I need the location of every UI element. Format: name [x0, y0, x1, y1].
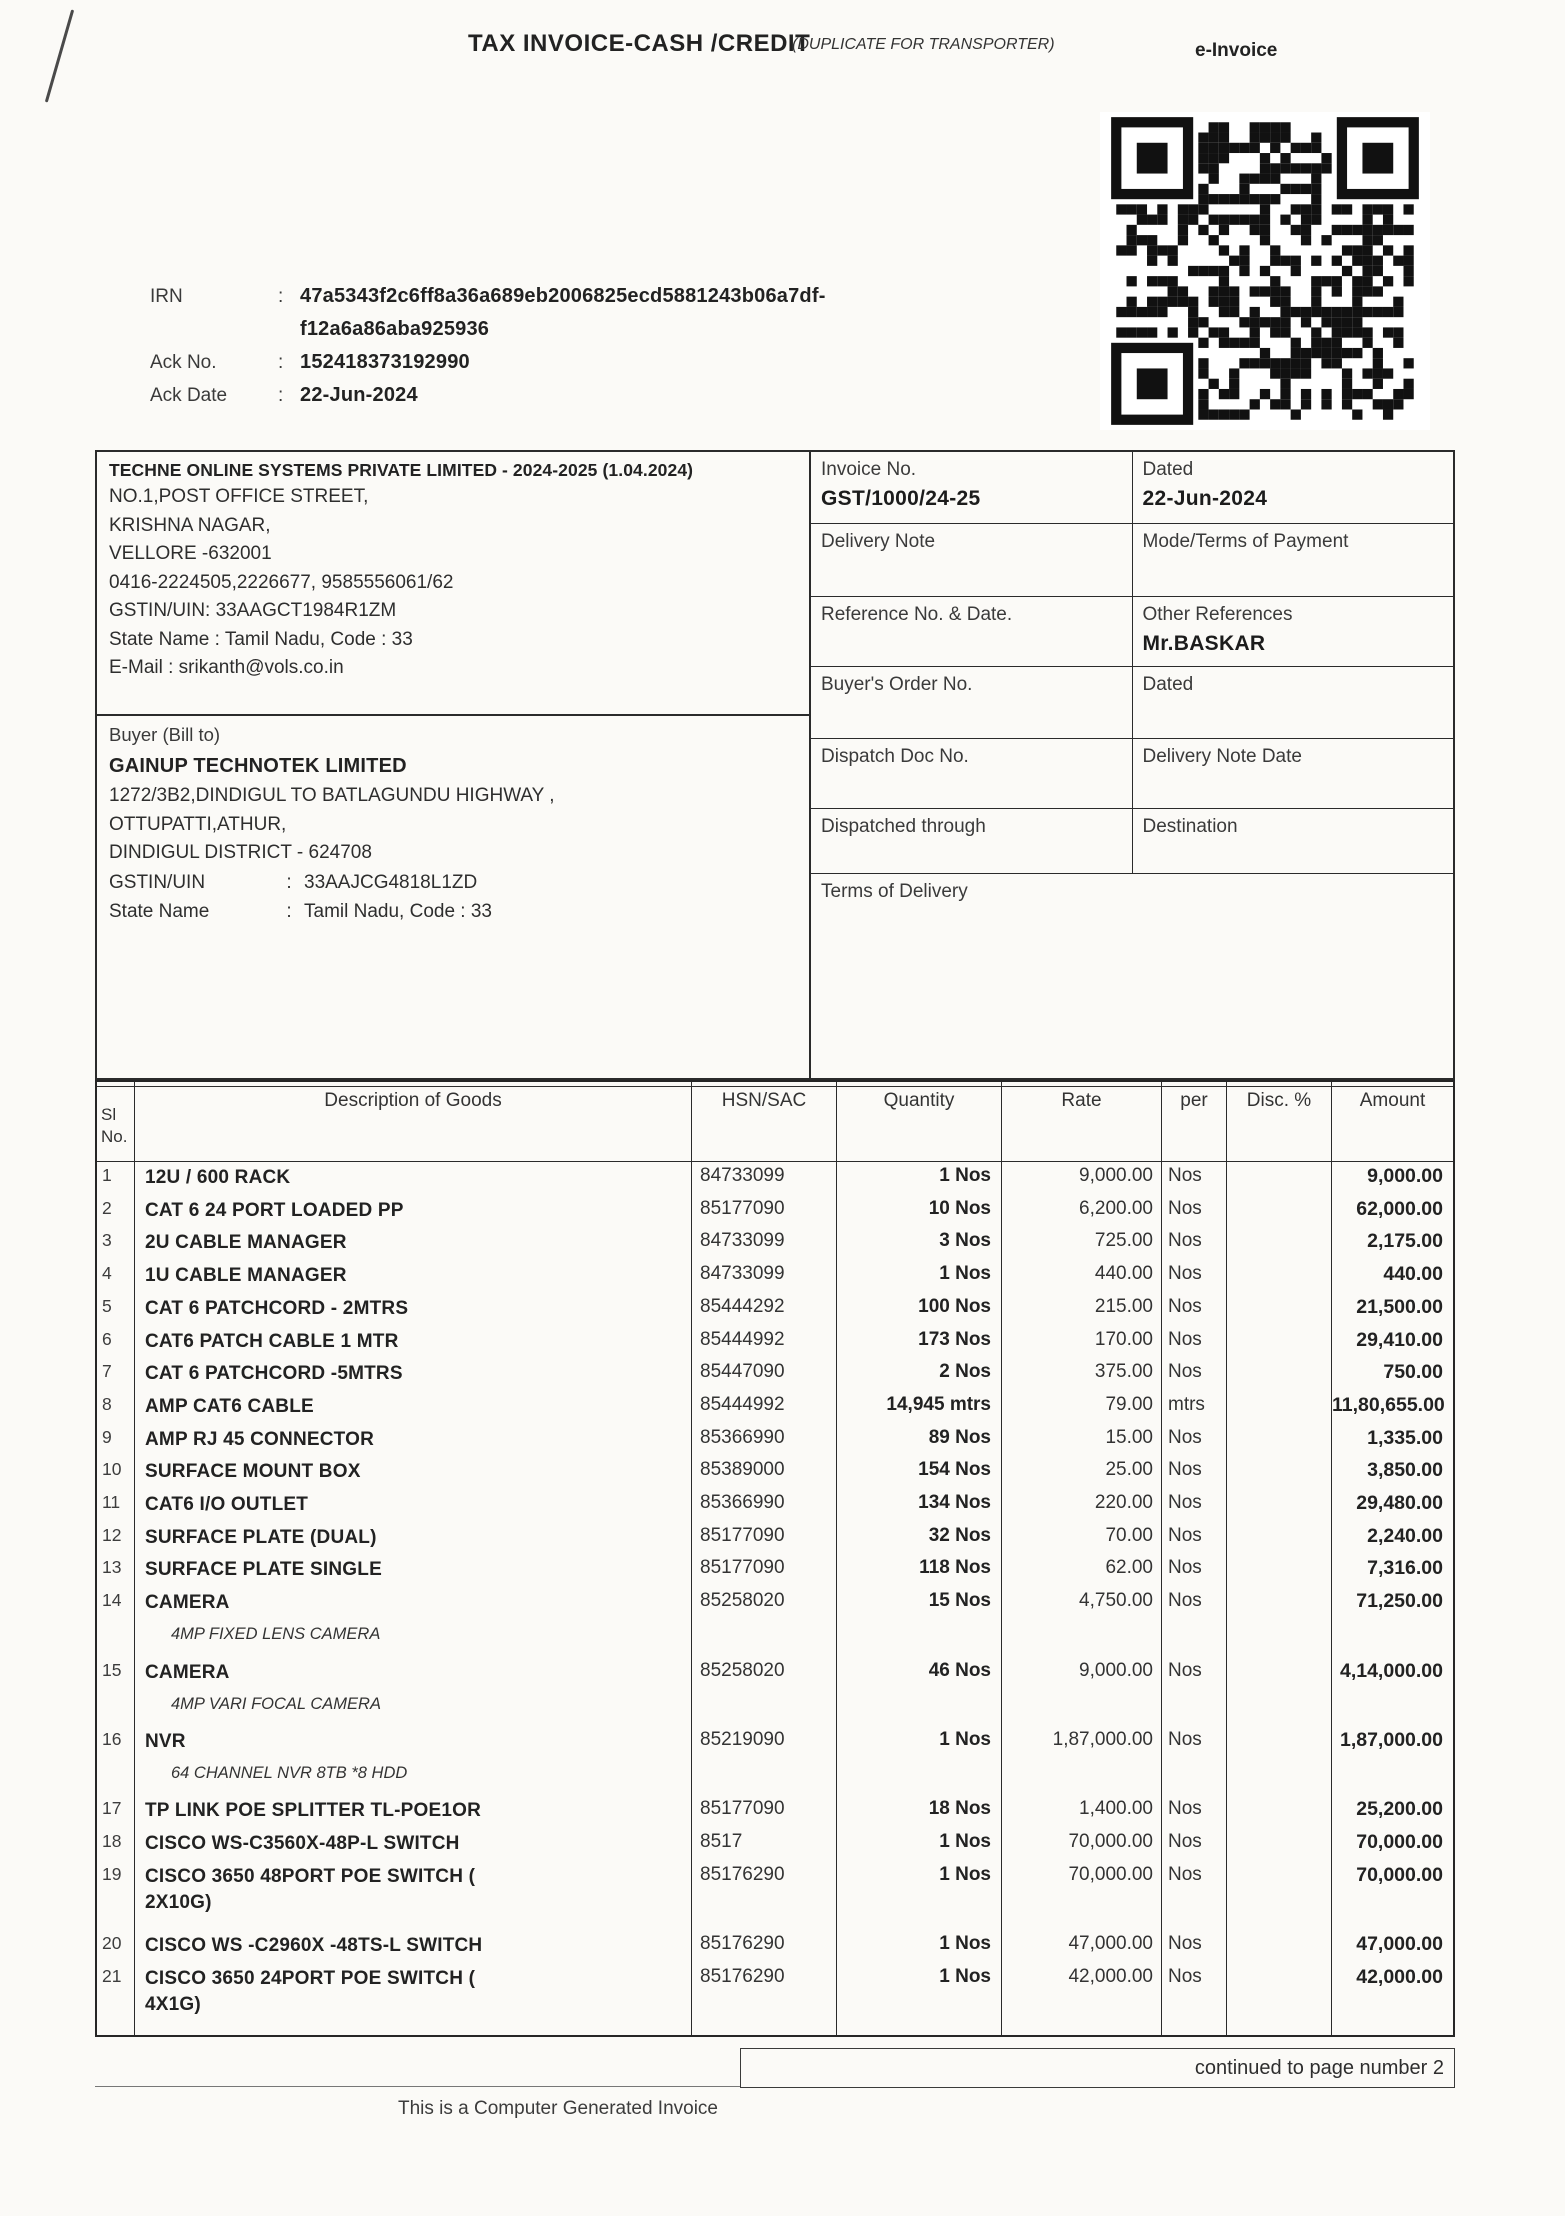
- buyers-order-label: Buyer's Order No.: [821, 674, 973, 695]
- table-row: [97, 1489, 1453, 1522]
- table-row: [97, 1795, 1453, 1828]
- item-hsn: 85447090: [692, 1358, 837, 1391]
- item-description: SURFACE PLATE (DUAL): [135, 1522, 692, 1555]
- item-description: 12U / 600 RACK: [135, 1162, 692, 1195]
- buyer-state-label: State Name: [109, 900, 210, 922]
- ack-date-value: 22-Jun-2024: [300, 384, 418, 406]
- seller-email-line: E-Mail : srikanth@vols.co.in: [109, 657, 344, 678]
- item-per: Nos: [1162, 1326, 1227, 1359]
- col-sl-line2: No.: [101, 1126, 128, 1146]
- table-row: [97, 1726, 1453, 1795]
- item-disc: [1227, 1293, 1332, 1326]
- item-disc: [1227, 1828, 1332, 1861]
- item-sl: 10: [97, 1456, 135, 1489]
- item-amount: 62,000.00: [1356, 1197, 1443, 1220]
- seller-address-line: NO.1,POST OFFICE STREET,: [109, 486, 369, 507]
- item-description: CAT6 I/O OUTLET: [135, 1489, 692, 1522]
- item-description: CAT 6 24 PORT LOADED PP: [135, 1195, 692, 1228]
- item-disc: [1227, 1726, 1332, 1795]
- item-amount: 70,000.00: [1356, 1863, 1443, 1886]
- item-per: Nos: [1162, 1227, 1227, 1260]
- item-amount: 29,480.00: [1356, 1492, 1443, 1515]
- item-rate: 70,000.00: [1002, 1861, 1162, 1930]
- item-disc: [1227, 1489, 1332, 1522]
- item-quantity: 100 Nos: [837, 1293, 1002, 1326]
- table-row: [97, 1391, 1453, 1424]
- item-per: Nos: [1162, 1861, 1227, 1930]
- table-row: [97, 1195, 1453, 1228]
- table-row: [97, 1861, 1453, 1930]
- item-hsn: 85258020: [692, 1587, 837, 1656]
- item-per: Nos: [1162, 1293, 1227, 1326]
- item-per: Nos: [1162, 1456, 1227, 1489]
- item-sl: 15: [97, 1657, 135, 1726]
- dated-label: Dated: [1142, 459, 1194, 480]
- item-sl: 9: [97, 1424, 135, 1457]
- item-rate: 4,750.00: [1002, 1587, 1162, 1656]
- item-rate: 70,000.00: [1002, 1828, 1162, 1861]
- item-sl: 16: [97, 1726, 135, 1795]
- item-quantity: 15 Nos: [837, 1587, 1002, 1656]
- invoice-no-value: GST/1000/24-25: [821, 487, 981, 510]
- item-quantity: 18 Nos: [837, 1795, 1002, 1828]
- item-rate: 62.00: [1002, 1554, 1162, 1587]
- col-rate: Rate: [1002, 1082, 1162, 1161]
- colon: :: [278, 352, 284, 373]
- dated2-label: Dated: [1142, 674, 1194, 695]
- item-hsn: 8517: [692, 1828, 837, 1861]
- item-sl: 1: [97, 1162, 135, 1195]
- item-disc: [1227, 1930, 1332, 1963]
- item-per: Nos: [1162, 1587, 1227, 1656]
- item-disc: [1227, 1456, 1332, 1489]
- other-references-value: Mr.BASKAR: [1142, 632, 1266, 655]
- item-disc: [1227, 1861, 1332, 1930]
- item-quantity: 1 Nos: [837, 1726, 1002, 1795]
- item-per: Nos: [1162, 1726, 1227, 1795]
- party-and-details-region: [95, 450, 1455, 1080]
- item-amount: 25,200.00: [1356, 1798, 1443, 1821]
- ack-date-label: Ack Date: [150, 385, 228, 406]
- item-disc: [1227, 1554, 1332, 1587]
- item-disc: [1227, 1522, 1332, 1555]
- item-disc: [1227, 1162, 1332, 1195]
- item-amount: 42,000.00: [1356, 1965, 1443, 1988]
- table-row: [97, 1554, 1453, 1587]
- table-filler-row: [97, 2032, 1453, 2035]
- item-quantity: 1 Nos: [837, 1162, 1002, 1195]
- table-row: [97, 1293, 1453, 1326]
- item-per: Nos: [1162, 1930, 1227, 1963]
- col-amount: Amount: [1359, 1090, 1426, 1111]
- item-amount: 2,240.00: [1367, 1524, 1443, 1547]
- seller-gstin-line: GSTIN/UIN: 33AAGCT1984R1ZM: [109, 600, 397, 621]
- item-amount: 47,000.00: [1356, 1932, 1443, 1955]
- item-sl: 5: [97, 1293, 135, 1326]
- item-quantity: 1 Nos: [837, 1828, 1002, 1861]
- item-hsn: 84733099: [692, 1260, 837, 1293]
- bottom-left-rule: [95, 2086, 740, 2087]
- item-rate: 70.00: [1002, 1522, 1162, 1555]
- item-per: Nos: [1162, 1195, 1227, 1228]
- item-description: 2U CABLE MANAGER: [135, 1227, 692, 1260]
- item-quantity: 2 Nos: [837, 1358, 1002, 1391]
- item-disc: [1227, 1260, 1332, 1293]
- item-amount: 2,175.00: [1367, 1230, 1443, 1253]
- item-hsn: 85258020: [692, 1657, 837, 1726]
- ack-no-label: Ack No.: [150, 352, 217, 373]
- item-amount: 29,410.00: [1356, 1328, 1443, 1351]
- item-rate: 6,200.00: [1002, 1195, 1162, 1228]
- item-disc: [1227, 1326, 1332, 1359]
- item-description: CISCO 3650 48PORT POE SWITCH ( 2X10G): [135, 1861, 692, 1930]
- item-quantity: 1 Nos: [837, 1260, 1002, 1293]
- item-amount: 7,316.00: [1367, 1557, 1443, 1580]
- item-sl: 13: [97, 1554, 135, 1587]
- colon: :: [278, 286, 284, 307]
- item-description: CISCO WS -C2960X -48TS-L SWITCH: [135, 1930, 692, 1963]
- item-hsn: 85444292: [692, 1293, 837, 1326]
- item-sl: 21: [97, 1963, 135, 2032]
- table-row: [97, 1587, 1453, 1656]
- item-per: Nos: [1162, 1963, 1227, 2032]
- buyer-name: GAINUP TECHNOTEK LIMITED: [109, 755, 407, 777]
- item-hsn: 85176290: [692, 1963, 837, 2032]
- item-quantity: 154 Nos: [837, 1456, 1002, 1489]
- table-row: [97, 1260, 1453, 1293]
- item-hsn: 85219090: [692, 1726, 837, 1795]
- item-quantity: 3 Nos: [837, 1227, 1002, 1260]
- buyer-gstin-value: 33AAJCG4818L1ZD: [304, 871, 478, 893]
- item-per: Nos: [1162, 1657, 1227, 1726]
- seller-address-line: VELLORE -632001: [109, 543, 272, 564]
- item-hsn: 84733099: [692, 1162, 837, 1195]
- item-rate: 725.00: [1002, 1227, 1162, 1260]
- dated-value: 22-Jun-2024: [1142, 487, 1268, 510]
- item-sl: 12: [97, 1522, 135, 1555]
- item-amount: 1,335.00: [1367, 1426, 1443, 1449]
- item-rate: 220.00: [1002, 1489, 1162, 1522]
- item-hsn: 85177090: [692, 1195, 837, 1228]
- item-quantity: 89 Nos: [837, 1424, 1002, 1457]
- col-sl-line1: Sl: [101, 1104, 117, 1124]
- col-description: Description of Goods: [135, 1082, 692, 1161]
- col-hsn: HSN/SAC: [692, 1082, 837, 1161]
- document-subtitle: (DUPLICATE FOR TRANSPORTER): [792, 36, 1055, 53]
- col-disc: Disc. %: [1227, 1082, 1332, 1161]
- buyer-section-label: Buyer (Bill to): [109, 724, 221, 745]
- item-amount: 440.00: [1383, 1263, 1443, 1286]
- seller-address-line: KRISHNA NAGAR,: [109, 514, 271, 536]
- item-disc: [1227, 1391, 1332, 1424]
- qr-code: [1100, 112, 1430, 430]
- item-hsn: 85177090: [692, 1795, 837, 1828]
- irn-value-line2: f12a6a86aba925936: [300, 318, 490, 340]
- pen-mark: [45, 9, 74, 102]
- item-rate: 79.00: [1002, 1391, 1162, 1424]
- table-row: [97, 1326, 1453, 1359]
- item-description: CISCO WS-C3560X-48P-L SWITCH: [135, 1828, 692, 1861]
- item-sl: 4: [97, 1260, 135, 1293]
- item-hsn: 85176290: [692, 1861, 837, 1930]
- item-description: CAMERA 4MP VARI FOCAL CAMERA: [135, 1657, 692, 1726]
- delivery-note-date-label: Delivery Note Date: [1142, 746, 1302, 767]
- seller-state-line: State Name : Tamil Nadu, Code : 33: [109, 628, 413, 650]
- buyer-box: [97, 716, 809, 1078]
- item-description: AMP RJ 45 CONNECTOR: [135, 1424, 692, 1457]
- item-amount: 70,000.00: [1356, 1830, 1443, 1853]
- table-row: [97, 1424, 1453, 1457]
- item-description: NVR 64 CHANNEL NVR 8TB *8 HDD: [135, 1726, 692, 1795]
- item-description: SURFACE MOUNT BOX: [135, 1456, 692, 1489]
- item-amount: 3,850.00: [1367, 1459, 1443, 1482]
- item-rate: 375.00: [1002, 1358, 1162, 1391]
- seller-box: [97, 452, 809, 716]
- table-row: [97, 1828, 1453, 1861]
- item-amount: 11,80,655.00: [1332, 1393, 1445, 1416]
- item-description: CAT 6 PATCHCORD - 2MTRS: [135, 1293, 692, 1326]
- einvoice-label: e-Invoice: [1195, 40, 1278, 61]
- item-per: mtrs: [1162, 1391, 1227, 1424]
- delivery-note-label: Delivery Note: [821, 531, 936, 552]
- invoice-no-label: Invoice No.: [821, 459, 917, 480]
- table-row: [97, 1930, 1453, 1963]
- item-amount: 1,87,000.00: [1339, 1728, 1443, 1751]
- other-references-label: Other References: [1142, 604, 1293, 625]
- item-hsn: 85177090: [692, 1522, 837, 1555]
- buyer-address-line: DINDIGUL DISTRICT - 624708: [109, 842, 372, 863]
- ack-no-value: 152418373192990: [300, 351, 470, 373]
- item-quantity: 14,945 mtrs: [837, 1391, 1002, 1424]
- table-row: [97, 1657, 1453, 1726]
- table-row: [97, 1358, 1453, 1391]
- item-per: Nos: [1162, 1162, 1227, 1195]
- item-sl: 18: [97, 1828, 135, 1861]
- dispatch-doc-label: Dispatch Doc No.: [821, 746, 969, 767]
- item-quantity: 1 Nos: [837, 1963, 1002, 2032]
- item-sl: 17: [97, 1795, 135, 1828]
- item-per: Nos: [1162, 1795, 1227, 1828]
- item-disc: [1227, 1657, 1332, 1726]
- payment-terms-label: Mode/Terms of Payment: [1142, 531, 1349, 552]
- item-per: Nos: [1162, 1260, 1227, 1293]
- item-hsn: 85389000: [692, 1456, 837, 1489]
- item-hsn: 85366990: [692, 1489, 837, 1522]
- item-rate: 25.00: [1002, 1456, 1162, 1489]
- item-rate: 47,000.00: [1002, 1930, 1162, 1963]
- item-per: Nos: [1162, 1424, 1227, 1457]
- col-per: per: [1162, 1082, 1227, 1161]
- item-sl: 11: [97, 1489, 135, 1522]
- item-description: CAMERA 4MP FIXED LENS CAMERA: [135, 1587, 692, 1656]
- item-per: Nos: [1162, 1358, 1227, 1391]
- item-disc: [1227, 1795, 1332, 1828]
- item-sl: 20: [97, 1930, 135, 1963]
- item-description: AMP CAT6 CABLE: [135, 1391, 692, 1424]
- colon: :: [278, 385, 284, 406]
- item-hsn: 85444992: [692, 1391, 837, 1424]
- item-rate: 42,000.00: [1002, 1963, 1162, 2032]
- item-rate: 1,87,000.00: [1002, 1726, 1162, 1795]
- item-quantity: 10 Nos: [837, 1195, 1002, 1228]
- item-quantity: 32 Nos: [837, 1522, 1002, 1555]
- seller-phone-line: 0416-2224505,2226677, 9585556061/62: [109, 571, 454, 593]
- reference-label: Reference No. & Date.: [821, 604, 1013, 625]
- item-per: Nos: [1162, 1554, 1227, 1587]
- invoice-details-grid: [811, 452, 1453, 1078]
- items-table-header: [97, 1082, 1453, 1162]
- table-row: [97, 1963, 1453, 2032]
- item-rate: 440.00: [1002, 1260, 1162, 1293]
- item-quantity: 118 Nos: [837, 1554, 1002, 1587]
- table-row: [97, 1456, 1453, 1489]
- item-hsn: 85444992: [692, 1326, 837, 1359]
- item-hsn: 85177090: [692, 1554, 837, 1587]
- item-quantity: 1 Nos: [837, 1861, 1002, 1930]
- col-quantity: Quantity: [837, 1082, 1002, 1161]
- item-description: SURFACE PLATE SINGLE: [135, 1554, 692, 1587]
- item-sl: 7: [97, 1358, 135, 1391]
- item-sl: 2: [97, 1195, 135, 1228]
- item-amount: 4,14,000.00: [1339, 1659, 1443, 1682]
- item-disc: [1227, 1963, 1332, 2032]
- item-per: Nos: [1162, 1489, 1227, 1522]
- items-table: [95, 1080, 1455, 2037]
- item-hsn: 85176290: [692, 1930, 837, 1963]
- item-sl: 14: [97, 1587, 135, 1656]
- item-hsn: 85366990: [692, 1424, 837, 1457]
- item-sl: 8: [97, 1391, 135, 1424]
- buyer-gstin-label: GSTIN/UIN: [109, 871, 206, 893]
- table-top-rule: [97, 1086, 1453, 1087]
- item-description: CAT6 PATCH CABLE 1 MTR: [135, 1326, 692, 1359]
- irn-label: IRN: [150, 286, 183, 307]
- terms-of-delivery-label: Terms of Delivery: [821, 881, 968, 902]
- irn-block: [150, 280, 1050, 412]
- item-quantity: 173 Nos: [837, 1326, 1002, 1359]
- item-amount: 9,000.00: [1367, 1165, 1443, 1187]
- item-sl: 6: [97, 1326, 135, 1359]
- item-amount: 750.00: [1383, 1361, 1443, 1384]
- table-row: [97, 1162, 1453, 1195]
- item-sl: 19: [97, 1861, 135, 1930]
- item-description: 1U CABLE MANAGER: [135, 1260, 692, 1293]
- item-per: Nos: [1162, 1828, 1227, 1861]
- buyer-address-line: OTTUPATTI,ATHUR,: [109, 813, 287, 835]
- continued-notice: continued to page number 2: [740, 2048, 1455, 2088]
- generated-note: This is a Computer Generated Invoice: [398, 2098, 718, 2119]
- item-rate: 9,000.00: [1002, 1657, 1162, 1726]
- dispatched-through-label: Dispatched through: [821, 816, 986, 837]
- table-row: [97, 1227, 1453, 1260]
- item-rate: 9,000.00: [1002, 1162, 1162, 1195]
- colon: :: [286, 871, 292, 893]
- colon: :: [286, 900, 292, 922]
- item-disc: [1227, 1424, 1332, 1457]
- table-row: [97, 1522, 1453, 1555]
- item-description: TP LINK POE SPLITTER TL-POE1OR: [135, 1795, 692, 1828]
- buyer-state-value: Tamil Nadu, Code : 33: [304, 900, 492, 922]
- item-rate: 170.00: [1002, 1326, 1162, 1359]
- buyer-address-line: 1272/3B2,DINDIGUL TO BATLAGUNDU HIGHWAY ,: [109, 785, 555, 806]
- item-disc: [1227, 1195, 1332, 1228]
- item-rate: 1,400.00: [1002, 1795, 1162, 1828]
- item-disc: [1227, 1227, 1332, 1260]
- item-rate: 15.00: [1002, 1424, 1162, 1457]
- item-description: CAT 6 PATCHCORD -5MTRS: [135, 1358, 692, 1391]
- destination-label: Destination: [1142, 816, 1238, 837]
- item-quantity: 1 Nos: [837, 1930, 1002, 1963]
- item-quantity: 134 Nos: [837, 1489, 1002, 1522]
- item-per: Nos: [1162, 1522, 1227, 1555]
- seller-name: TECHNE ONLINE SYSTEMS PRIVATE LIMITED - 2024-2025 (1.04.2024): [109, 460, 694, 480]
- item-amount: 71,250.00: [1356, 1590, 1443, 1613]
- item-hsn: 84733099: [692, 1227, 837, 1260]
- item-disc: [1227, 1358, 1332, 1391]
- items-rows: [97, 1162, 1453, 2035]
- item-description: CISCO 3650 24PORT POE SWITCH ( 4X1G): [135, 1963, 692, 2032]
- item-rate: 215.00: [1002, 1293, 1162, 1326]
- item-quantity: 46 Nos: [837, 1657, 1002, 1726]
- irn-value-line1: 47a5343f2c6ff8a36a689eb2006825ecd5881243b06a7df-: [300, 285, 826, 307]
- item-disc: [1227, 1587, 1332, 1656]
- item-sl: 3: [97, 1227, 135, 1260]
- document-title: TAX INVOICE-CASH /CREDIT: [468, 30, 811, 57]
- item-amount: 21,500.00: [1356, 1295, 1443, 1318]
